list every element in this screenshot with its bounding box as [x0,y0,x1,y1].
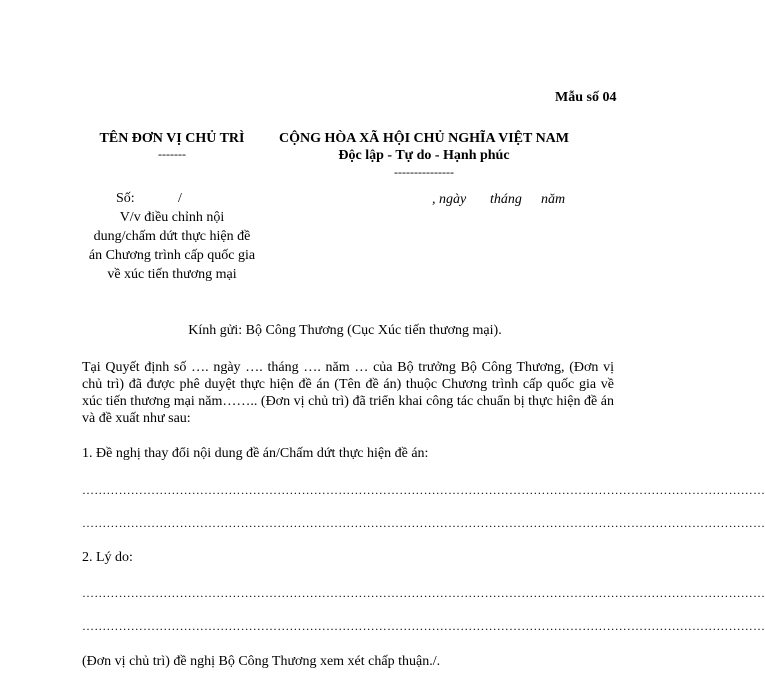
recipient-line: Kính gửi: Bộ Công Thương (Cục Xúc tiến thương mại). [188,323,502,338]
subject-line: án Chương trình cấp quốc gia [88,248,256,263]
nation-title: CỘNG HÒA XÃ HỘI CHỦ NGHĨA VIỆT NAM [278,131,569,146]
dotted-fill-line: …………………………………………………………………………………………………………………………………………………… [82,619,765,633]
date-year-label: năm [541,192,566,207]
subject-line: V/v điều chỉnh nội [119,210,225,225]
section-1-title: 1. Đề nghị thay đổi nội dung đề án/Chấm dứt thực hiện đề án: [82,446,429,461]
subject-line: về xúc tiến thương mại [107,267,237,282]
date-month-label: tháng [490,192,522,207]
intro-paragraph: Tại Quyết định số …. ngày …. tháng …. năm … của Bộ trưởng Bộ Công Thương, (Đơn vị chủ trì) đã được phê duyệt thực hiện đề án (Tên đề án) thuộc Chương trình cấp quốc gia về xúc tiến thương mại năm…….. (Đơn vị chủ trì) đã triển khai công tác chuẩn bị thực hiện đề án và đề xuất như sau: [82,360,614,426]
motto-underline: --------------- [394,165,454,179]
dotted-fill-line: …………………………………………………………………………………………………………………………………………………… [82,516,765,530]
nation-motto: Độc lập - Tự do - Hạnh phúc [338,148,510,163]
subject-block [72,208,272,284]
organization-underline: ------- [158,147,186,161]
dotted-fill-line: …………………………………………………………………………………………………………………………………………………… [82,586,765,600]
document-number-slash: / [178,191,182,206]
subject-line: dung/chấm dứt thực hiện đề [93,229,251,244]
dotted-fill-line: …………………………………………………………………………………………………………………………………………………… [82,483,765,497]
form-number: Mẫu số 04 [555,90,617,105]
section-2-title: 2. Lý do: [82,550,133,565]
organization-name: TÊN ĐƠN VỊ CHỦ TRÌ [99,131,245,146]
closing-statement: (Đơn vị chủ trì) đề nghị Bộ Công Thương xem xét chấp thuận./. [82,654,441,669]
date-day-label: , ngày [432,192,467,207]
document-number-label: Số: [116,191,135,206]
